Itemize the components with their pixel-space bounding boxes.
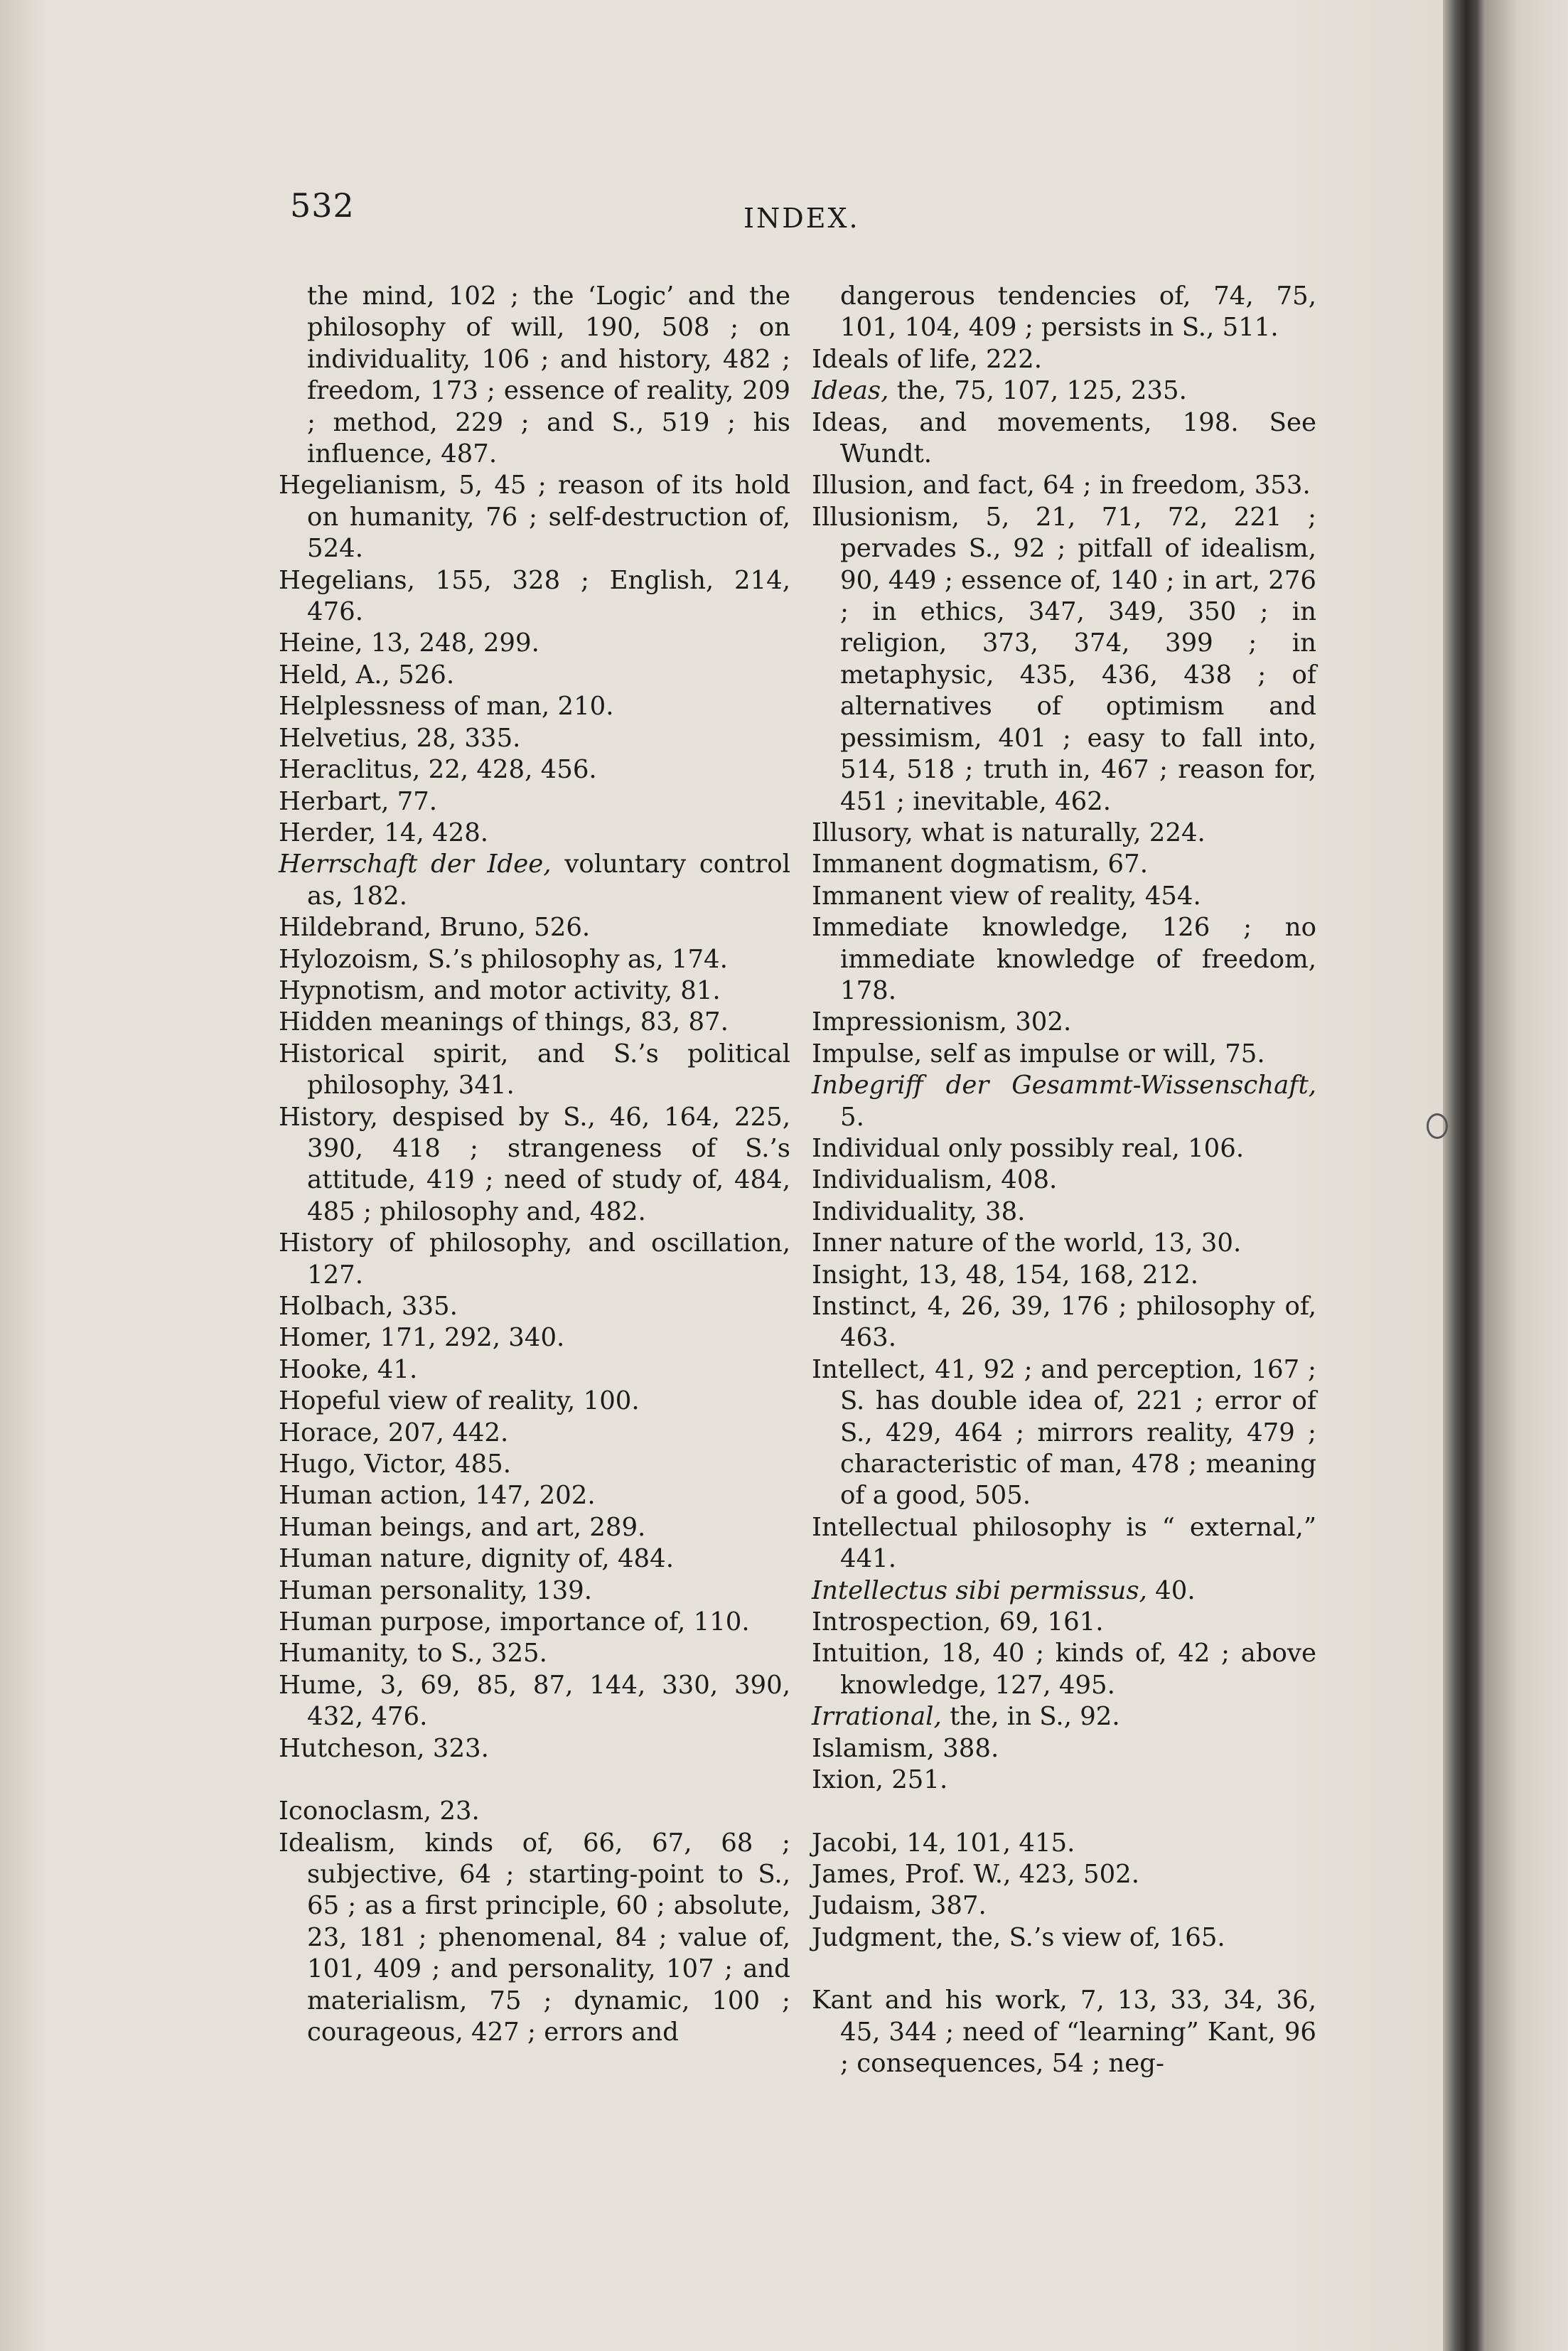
index-entry xyxy=(279,1607,790,1638)
index-entry-text: Hugo, Victor, 485. xyxy=(279,1450,512,1479)
index-entry xyxy=(812,344,1316,375)
book-spine-shadow xyxy=(1443,0,1486,2351)
index-entry-text: Ideas, and movements, 198. See Wundt. xyxy=(812,407,1316,469)
index-entry-text: Kant and his work, 7, 13, 33, 34, 36, 45, 344 ; need of “learning” Kant, 96 ; consequences, 54 ; neg- xyxy=(812,1986,1316,2078)
index-entry-text: Hopeful view of reality, 100. xyxy=(279,1386,640,1416)
index-entry xyxy=(279,1638,790,1669)
index-entry xyxy=(279,1102,790,1228)
index-entry xyxy=(812,281,1316,344)
index-headword: Inbegriff der Gesammt-Wissenschaft, xyxy=(812,1071,1316,1100)
index-entry-text: Heine, 13, 248, 299. xyxy=(279,628,539,658)
index-entry-text: Homer, 171, 292, 340. xyxy=(279,1323,565,1353)
index-entry-text: Human action, 147, 202. xyxy=(279,1481,596,1511)
index-entry-text: Instinct, 4, 26, 39, 176 ; philosophy of, 463. xyxy=(812,1292,1316,1353)
index-entry xyxy=(812,1354,1316,1512)
index-entry-text: 5. xyxy=(840,1102,864,1132)
index-entry xyxy=(279,281,790,470)
index-entry-text: Herder, 14, 428. xyxy=(279,818,489,847)
index-entry xyxy=(279,1543,790,1575)
index-entry-text: Hildebrand, Bruno, 526. xyxy=(279,913,591,943)
index-entry-text: Hegelians, 155, 328 ; English, 214, 476. xyxy=(279,565,790,627)
index-entry xyxy=(279,1828,790,2049)
index-entry xyxy=(812,1701,1316,1733)
index-entry xyxy=(812,1133,1316,1164)
index-entry-text: Horace, 207, 442. xyxy=(279,1418,509,1447)
index-entry-text: Ixion, 251. xyxy=(812,1765,948,1795)
index-entry-text: Human nature, dignity of, 484. xyxy=(279,1544,674,1574)
index-column-left xyxy=(279,281,790,2048)
index-entry xyxy=(812,1575,1316,1607)
index-entry xyxy=(279,818,790,849)
index-entry-text: Intellect, 41, 92 ; and perception, 167 ; S. has double idea of, 221 ; error of S., 429, 464 ; mirrors reality, 479 ; characteristic of man, 478 ; meaning of a good, 505. xyxy=(812,1354,1316,1511)
index-entry-text: Ideals of life, 222. xyxy=(812,344,1043,374)
index-entry-text: Impressionism, 302. xyxy=(812,1007,1072,1037)
index-entry-text: History of philosophy, and oscillation, 127. xyxy=(279,1228,790,1290)
index-entry xyxy=(812,470,1316,501)
index-entry xyxy=(279,849,790,912)
index-entry xyxy=(812,375,1316,407)
index-entry-text: Heraclitus, 22, 428, 456. xyxy=(279,755,597,785)
index-entry xyxy=(279,1670,790,1733)
index-entry xyxy=(279,1575,790,1607)
index-entry-text: the, in S., 92. xyxy=(941,1702,1120,1732)
index-entry-text: Hylozoism, S.’s philosophy as, 174. xyxy=(279,944,728,974)
index-entry-text: Judaism, 387. xyxy=(812,1891,987,1921)
index-entry-text: Illusion, and fact, 64 ; in freedom, 353. xyxy=(812,471,1311,500)
index-entry-text: Helvetius, 28, 335. xyxy=(279,723,521,753)
index-entry xyxy=(279,1796,790,1827)
ring-mark-icon xyxy=(1427,1113,1448,1139)
index-entry xyxy=(279,975,790,1007)
index-entry xyxy=(279,1291,790,1322)
index-entry xyxy=(812,818,1316,849)
index-entry xyxy=(812,1985,1316,2079)
index-entry xyxy=(812,849,1316,880)
index-entry-text: Human personality, 139. xyxy=(279,1575,593,1605)
index-entry-text: Judgment, the, S.’s view of, 165. xyxy=(812,1922,1225,1952)
index-entry-text: Immanent dogmatism, 67. xyxy=(812,850,1148,879)
adjacent-page-edge xyxy=(1486,0,1568,2351)
index-entry xyxy=(812,407,1316,471)
index-entry-text: Historical spirit, and S.’s political philosophy, 341. xyxy=(279,1039,790,1100)
index-entry xyxy=(279,691,790,722)
index-entry-text: Illusory, what is naturally, 224. xyxy=(812,818,1205,847)
index-entry-text: voluntary control as, 182. xyxy=(307,850,790,911)
index-entry xyxy=(812,1039,1316,1070)
index-entry xyxy=(279,1322,790,1354)
index-entry xyxy=(812,1196,1316,1228)
index-entry xyxy=(812,1228,1316,1259)
index-entry-text: Jacobi, 14, 101, 415. xyxy=(812,1828,1075,1858)
page-number: 532 xyxy=(290,186,355,225)
index-entry-text: the, 75, 107, 125, 235. xyxy=(888,376,1187,406)
index-entry-text: Human beings, and art, 289. xyxy=(279,1512,646,1542)
index-entry xyxy=(279,1228,790,1291)
index-entry-text: Held, A., 526. xyxy=(279,660,455,690)
index-entry xyxy=(812,502,1316,818)
index-entry xyxy=(279,723,790,754)
index-entry-text: Idealism, kinds of, 66, 67, 68 ; subjective, 64 ; starting-point to S., 65 ; as a first principle, 60 ; absolute, 23, 181 ; phenomenal, 84 ; value of, 101, 409 ; and personality, 107 ; and materialism, 75 ; dynamic, 100 ; courageous, 427 ; errors and xyxy=(279,1828,790,2047)
index-entry xyxy=(812,1607,1316,1638)
index-entry-text: Iconoclasm, 23. xyxy=(279,1796,480,1826)
index-entry-text: Impulse, self as impulse or will, 75. xyxy=(812,1039,1265,1069)
index-entry xyxy=(812,1070,1316,1133)
index-entry xyxy=(279,1354,790,1386)
index-entry xyxy=(812,1890,1316,1922)
index-entry xyxy=(279,912,790,943)
index-entry-text: Humanity, to S., 325. xyxy=(279,1639,547,1669)
index-entry xyxy=(812,1164,1316,1196)
index-entry xyxy=(279,944,790,975)
index-entry xyxy=(812,912,1316,1007)
index-entry-text: James, Prof. W., 423, 502. xyxy=(812,1859,1140,1889)
index-entry xyxy=(279,470,790,564)
index-entry xyxy=(279,1007,790,1038)
index-headword: Intellectus sibi permissus, xyxy=(812,1575,1147,1605)
index-entry xyxy=(279,1449,790,1480)
index-entry-text: Hume, 3, 69, 85, 87, 144, 330, 390, 432, 476. xyxy=(279,1670,790,1732)
index-entry xyxy=(812,1922,1316,1954)
index-entry-text: the mind, 102 ; the ‘Logic’ and the philosophy of will, 190, 508 ; on individuality, 106 ; and history, 482 ; freedom, 173 ; essence of reality, 209 ; method, 229 ; and S., 519 ; his influence, 487. xyxy=(307,282,790,469)
index-entry xyxy=(812,1638,1316,1701)
index-entry xyxy=(812,1859,1316,1890)
index-entry-text: Individual only possibly real, 106. xyxy=(812,1133,1245,1163)
index-column-right xyxy=(812,281,1316,2079)
index-entry-text: Illusionism, 5, 21, 71, 72, 221 ; pervades S., 92 ; pitfall of idealism, 90, 449 ; essence of, 140 ; in art, 276 ; in ethics, 347, 349, 350 ; in religion, 373, 374, 399 ; in metaphysic, 435, 436, 438 ; of alternatives of optimism and pessimism, 401 ; easy to fall into, 514, 518 ; truth in, 467 ; reason for, 451 ; inevitable, 462. xyxy=(812,502,1316,816)
index-entry xyxy=(812,1007,1316,1038)
index-entry xyxy=(279,1039,790,1102)
index-entry xyxy=(812,1733,1316,1764)
index-headword: Irrational, xyxy=(812,1702,942,1732)
index-entry xyxy=(812,1260,1316,1291)
index-entry-text: Hegelianism, 5, 45 ; reason of its hold on humanity, 76 ; self-destruction of, 524. xyxy=(279,471,790,564)
index-entry xyxy=(279,565,790,628)
index-entry-text: Herbart, 77. xyxy=(279,786,438,816)
index-entry-text: Hypnotism, and motor activity, 81. xyxy=(279,975,721,1005)
index-entry-text: Human purpose, importance of, 110. xyxy=(279,1607,750,1637)
index-entry xyxy=(279,1733,790,1764)
index-entry-text: Helplessness of man, 210. xyxy=(279,692,614,722)
index-entry-text: Immediate knowledge, 126 ; no immediate knowledge of freedom, 178. xyxy=(812,913,1316,1005)
index-entry xyxy=(812,1828,1316,1859)
index-entry-text: Hutcheson, 323. xyxy=(279,1733,489,1763)
index-entry xyxy=(279,1512,790,1543)
index-entry xyxy=(279,1386,790,1417)
index-entry xyxy=(812,1512,1316,1575)
index-entry-text: Hidden meanings of things, 83, 87. xyxy=(279,1007,729,1037)
index-entry-text: Holbach, 335. xyxy=(279,1292,458,1321)
index-entry-text: Inner nature of the world, 13, 30. xyxy=(812,1228,1242,1258)
index-entry xyxy=(812,1764,1316,1796)
index-entry-text: dangerous tendencies of, 74, 75, 101, 104, 409 ; persists in S., 511. xyxy=(840,282,1316,343)
index-entry-text: Intellectual philosophy is “ external,” 441. xyxy=(812,1512,1316,1574)
running-head: INDEX. xyxy=(743,203,860,234)
index-entry-text: History, despised by S., 46, 164, 225, 390, 418 ; strangeness of S.’s attitude, 419 ; need of study of, 484, 485 ; philosophy and, 482. xyxy=(279,1102,790,1226)
index-entry-text: Immanent view of reality, 454. xyxy=(812,881,1201,911)
index-entry-text: Individuality, 38. xyxy=(812,1196,1026,1226)
index-entry xyxy=(279,786,790,818)
index-entry xyxy=(279,1418,790,1449)
index-entry xyxy=(279,1480,790,1511)
index-entry xyxy=(279,754,790,786)
index-entry xyxy=(279,660,790,691)
index-entry-text: 40. xyxy=(1147,1575,1196,1605)
index-entry xyxy=(279,628,790,659)
index-headword: Ideas, xyxy=(812,376,889,406)
index-entry-text: Insight, 13, 48, 154, 168, 212. xyxy=(812,1260,1199,1290)
index-entry xyxy=(812,1291,1316,1354)
index-entry-text: Hooke, 41. xyxy=(279,1354,418,1384)
index-headword: Herrschaft der Idee, xyxy=(279,850,552,879)
index-entry-text: Introspection, 69, 161. xyxy=(812,1607,1104,1637)
index-entry xyxy=(812,881,1316,912)
index-entry-text: Islamism, 388. xyxy=(812,1733,999,1763)
index-entry-text: Intuition, 18, 40 ; kinds of, 42 ; above knowledge, 127, 495. xyxy=(812,1639,1316,1700)
index-entry-text: Individualism, 408. xyxy=(812,1165,1058,1195)
